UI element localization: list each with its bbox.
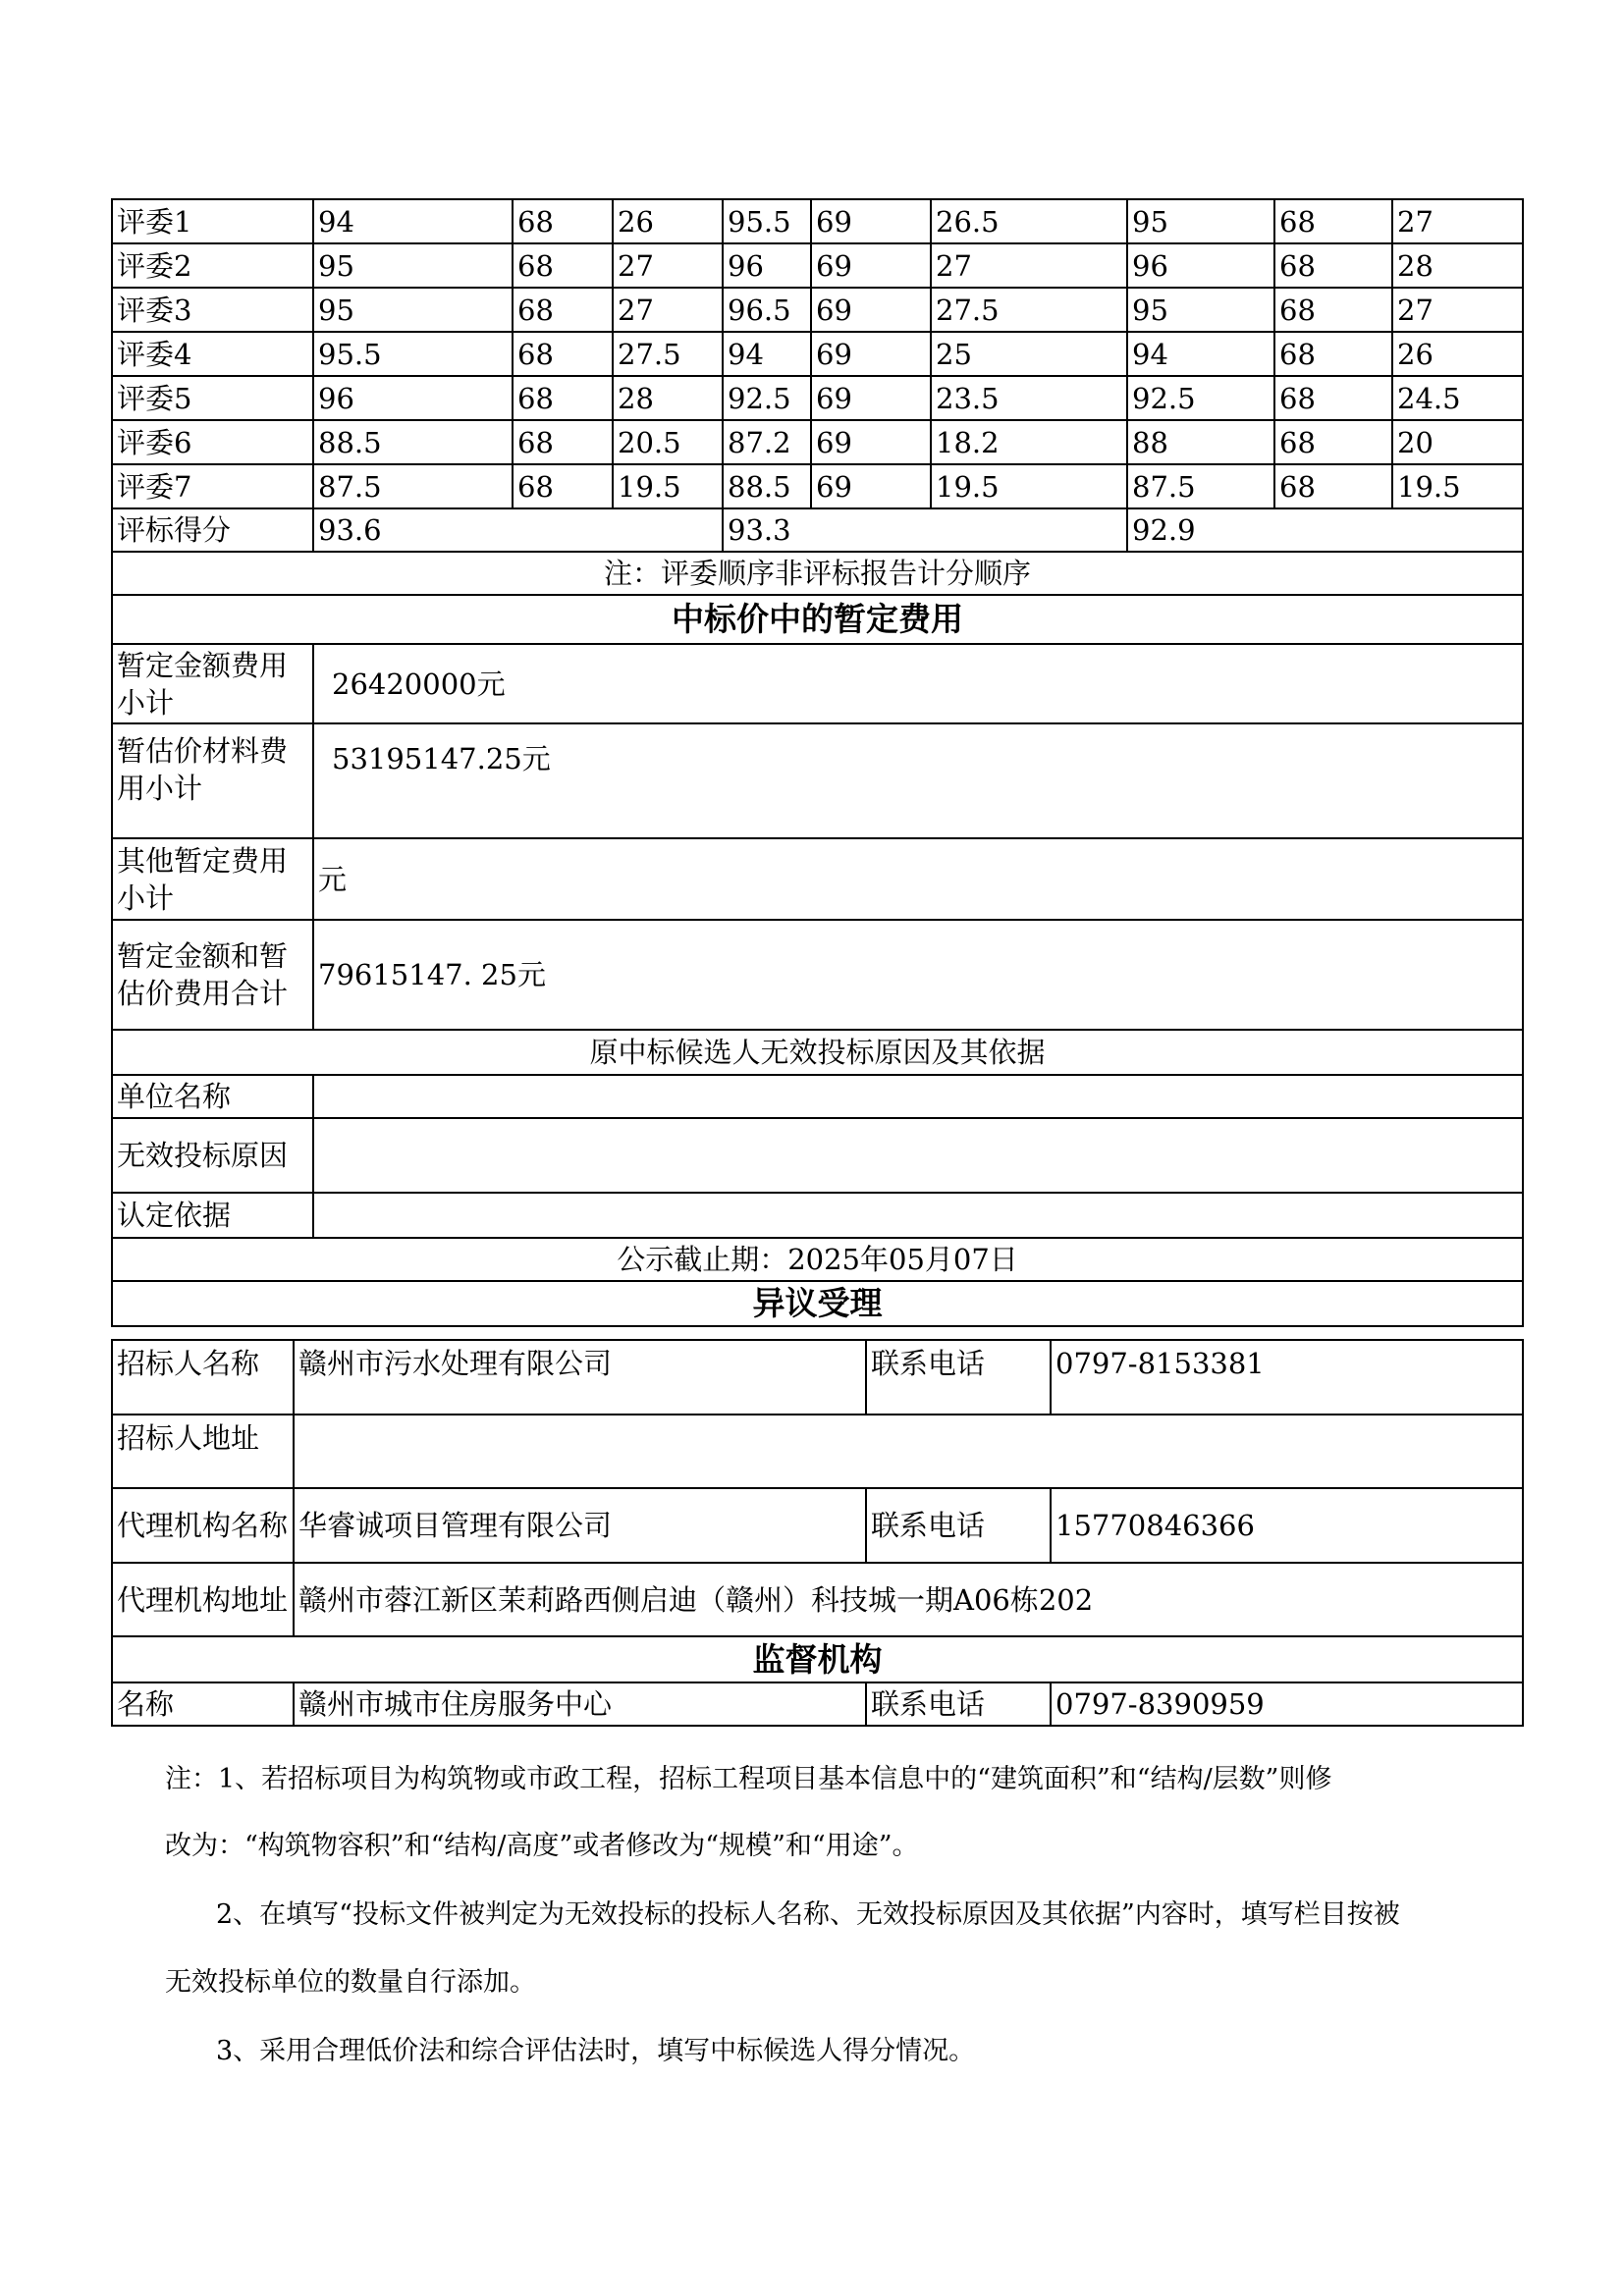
invalid-label-reason: 无效投标原因 — [112, 1118, 313, 1193]
score-cell: 88 — [1127, 420, 1274, 464]
score-cell: 68 — [513, 199, 613, 243]
deadline: 公示截止期：2025年05月07日 — [112, 1238, 1523, 1281]
provisional-label-3: 其他暂定费用小计 — [112, 838, 313, 920]
score-cell: 19.5 — [931, 464, 1127, 508]
score-cell: 68 — [1274, 376, 1392, 420]
score-cell: 68 — [513, 376, 613, 420]
invalid-label-unit: 单位名称 — [112, 1075, 313, 1118]
score-cell: 68 — [1274, 243, 1392, 288]
evaluator-label: 评委6 — [112, 420, 313, 464]
score-row — [112, 243, 1523, 288]
score-cell: 95.5 — [313, 332, 513, 376]
score-cell: 96 — [313, 376, 513, 420]
provisional-value-1: 26420000元 — [313, 644, 1523, 723]
score-cell: 68 — [513, 243, 613, 288]
score-cell: 95.5 — [723, 199, 811, 243]
note-line-5: 3、采用合理低价法和综合评估法时，填写中标候选人得分情况。 — [216, 2036, 976, 2066]
provisional-label-2: 暂估价材料费用小计 — [112, 723, 313, 838]
note-line-2: 改为：“构筑物容积”和“结构/高度”或者修改为“规模”和“用途”。 — [165, 1831, 919, 1861]
agency-name: 华睿诚项目管理有限公司 — [294, 1488, 866, 1563]
score-cell: 95 — [313, 288, 513, 332]
score-cell: 27 — [931, 243, 1127, 288]
score-cell: 26 — [613, 199, 723, 243]
evaluator-label: 评委1 — [112, 199, 313, 243]
score-cell: 96 — [1127, 243, 1274, 288]
score-cell: 95 — [313, 243, 513, 288]
provisional-label-4: 暂定金额和暂估价费用合计 — [112, 920, 313, 1030]
supervision-phone: 0797-8390959 — [1051, 1682, 1523, 1726]
score-cell: 95 — [1127, 199, 1274, 243]
score-cell: 27 — [613, 243, 723, 288]
score-cell: 69 — [811, 420, 931, 464]
score-cell: 87.5 — [313, 464, 513, 508]
score-cell: 27.5 — [931, 288, 1127, 332]
score-cell: 69 — [811, 464, 931, 508]
tenderer-address-label: 招标人地址 — [112, 1415, 294, 1488]
score-cell: 94 — [723, 332, 811, 376]
score-cell: 27 — [613, 288, 723, 332]
provisional-label-1: 暂定金额费用小计 — [112, 644, 313, 723]
score-row — [112, 464, 1523, 508]
score-cell: 68 — [1274, 464, 1392, 508]
score-cell: 94 — [313, 199, 513, 243]
score-row — [112, 332, 1523, 376]
score-cell: 69 — [811, 199, 931, 243]
score-cell: 19.5 — [1392, 464, 1523, 508]
evaluator-label: 评委3 — [112, 288, 313, 332]
note-line-3: 2、在填写“投标文件被判定为无效投标的投标人名称、无效投标原因及其依据”内容时，填写栏目按被 — [216, 1899, 1400, 1930]
score-cell: 69 — [811, 243, 931, 288]
score-cell: 68 — [513, 332, 613, 376]
score-cell: 92.5 — [1127, 376, 1274, 420]
evaluator-label: 评委4 — [112, 332, 313, 376]
score-rows — [112, 199, 1523, 508]
score-cell: 20 — [1392, 420, 1523, 464]
score-row — [112, 376, 1523, 420]
score-cell: 26.5 — [931, 199, 1127, 243]
agency-address: 赣州市蓉江新区茉莉路西侧启迪（赣州）科技城一期A06栋202 — [294, 1563, 1523, 1636]
evaluation-table — [111, 198, 1524, 1327]
evaluator-label: 评委5 — [112, 376, 313, 420]
tenderer-name: 赣州市污水处理有限公司 — [294, 1340, 866, 1415]
score-cell: 87.5 — [1127, 464, 1274, 508]
provisional-value-3: 元 — [313, 838, 1523, 920]
tenderer-label: 招标人名称 — [112, 1340, 294, 1415]
score-cell: 68 — [1274, 420, 1392, 464]
score-cell: 23.5 — [931, 376, 1127, 420]
score-cell: 69 — [811, 376, 931, 420]
score-cell: 68 — [513, 288, 613, 332]
score-cell: 24.5 — [1392, 376, 1523, 420]
score-cell: 87.2 — [723, 420, 811, 464]
agency-address-label: 代理机构地址 — [112, 1563, 294, 1636]
tenderer-address — [294, 1415, 1523, 1488]
score-cell: 69 — [811, 288, 931, 332]
score-cell: 20.5 — [613, 420, 723, 464]
tenderer-phone: 0797-8153381 — [1051, 1340, 1523, 1415]
evaluator-label: 评委7 — [112, 464, 313, 508]
total-score-1: 93.6 — [313, 508, 723, 552]
score-cell: 27.5 — [613, 332, 723, 376]
agency-phone-label: 联系电话 — [866, 1488, 1051, 1563]
score-cell: 96 — [723, 243, 811, 288]
score-cell: 18.2 — [931, 420, 1127, 464]
score-cell: 95 — [1127, 288, 1274, 332]
objection-title: 异议受理 — [112, 1281, 1523, 1326]
score-cell: 28 — [613, 376, 723, 420]
score-cell: 68 — [513, 464, 613, 508]
score-cell: 68 — [513, 420, 613, 464]
score-cell: 96.5 — [723, 288, 811, 332]
invalid-value-unit — [313, 1075, 1523, 1118]
score-row — [112, 199, 1523, 243]
agency-label: 代理机构名称 — [112, 1488, 294, 1563]
supervision-title: 监督机构 — [112, 1636, 1523, 1682]
invalid-title: 原中标候选人无效投标原因及其依据 — [112, 1030, 1523, 1075]
score-cell: 26 — [1392, 332, 1523, 376]
score-cell: 27 — [1392, 199, 1523, 243]
score-cell: 25 — [931, 332, 1127, 376]
total-label: 评标得分 — [112, 508, 313, 552]
score-cell: 68 — [1274, 332, 1392, 376]
invalid-label-basis: 认定依据 — [112, 1193, 313, 1238]
supervision-phone-label: 联系电话 — [866, 1682, 1051, 1726]
score-cell: 88.5 — [313, 420, 513, 464]
score-cell: 28 — [1392, 243, 1523, 288]
contact-table — [111, 1339, 1524, 1727]
total-row — [112, 508, 1523, 552]
score-cell: 88.5 — [723, 464, 811, 508]
tenderer-phone-label: 联系电话 — [866, 1340, 1051, 1415]
score-cell: 27 — [1392, 288, 1523, 332]
provisional-title: 中标价中的暂定费用 — [112, 595, 1523, 644]
score-row — [112, 420, 1523, 464]
score-cell: 68 — [1274, 199, 1392, 243]
invalid-value-reason — [313, 1118, 1523, 1193]
note-line-1: 注：1、若招标项目为构筑物或市政工程，招标工程项目基本信息中的“建筑面积”和“结构/层数”则修 — [165, 1764, 1332, 1794]
score-row — [112, 288, 1523, 332]
supervision-name: 赣州市城市住房服务中心 — [294, 1682, 866, 1726]
supervision-name-label: 名称 — [112, 1682, 294, 1726]
score-cell: 69 — [811, 332, 931, 376]
invalid-value-basis — [313, 1193, 1523, 1238]
agency-phone: 15770846366 — [1051, 1488, 1523, 1563]
evaluator-label: 评委2 — [112, 243, 313, 288]
score-cell: 92.5 — [723, 376, 811, 420]
score-cell: 68 — [1274, 288, 1392, 332]
provisional-value-4: 79615147. 25元 — [313, 920, 1523, 1030]
provisional-value-2: 53195147.25元 — [313, 723, 1523, 838]
score-note: 注：评委顺序非评标报告计分顺序 — [112, 552, 1523, 595]
total-score-2: 93.3 — [723, 508, 1127, 552]
note-line-4: 无效投标单位的数量自行添加。 — [165, 1967, 536, 1998]
score-cell: 94 — [1127, 332, 1274, 376]
score-cell: 19.5 — [613, 464, 723, 508]
total-score-3: 92.9 — [1127, 508, 1523, 552]
